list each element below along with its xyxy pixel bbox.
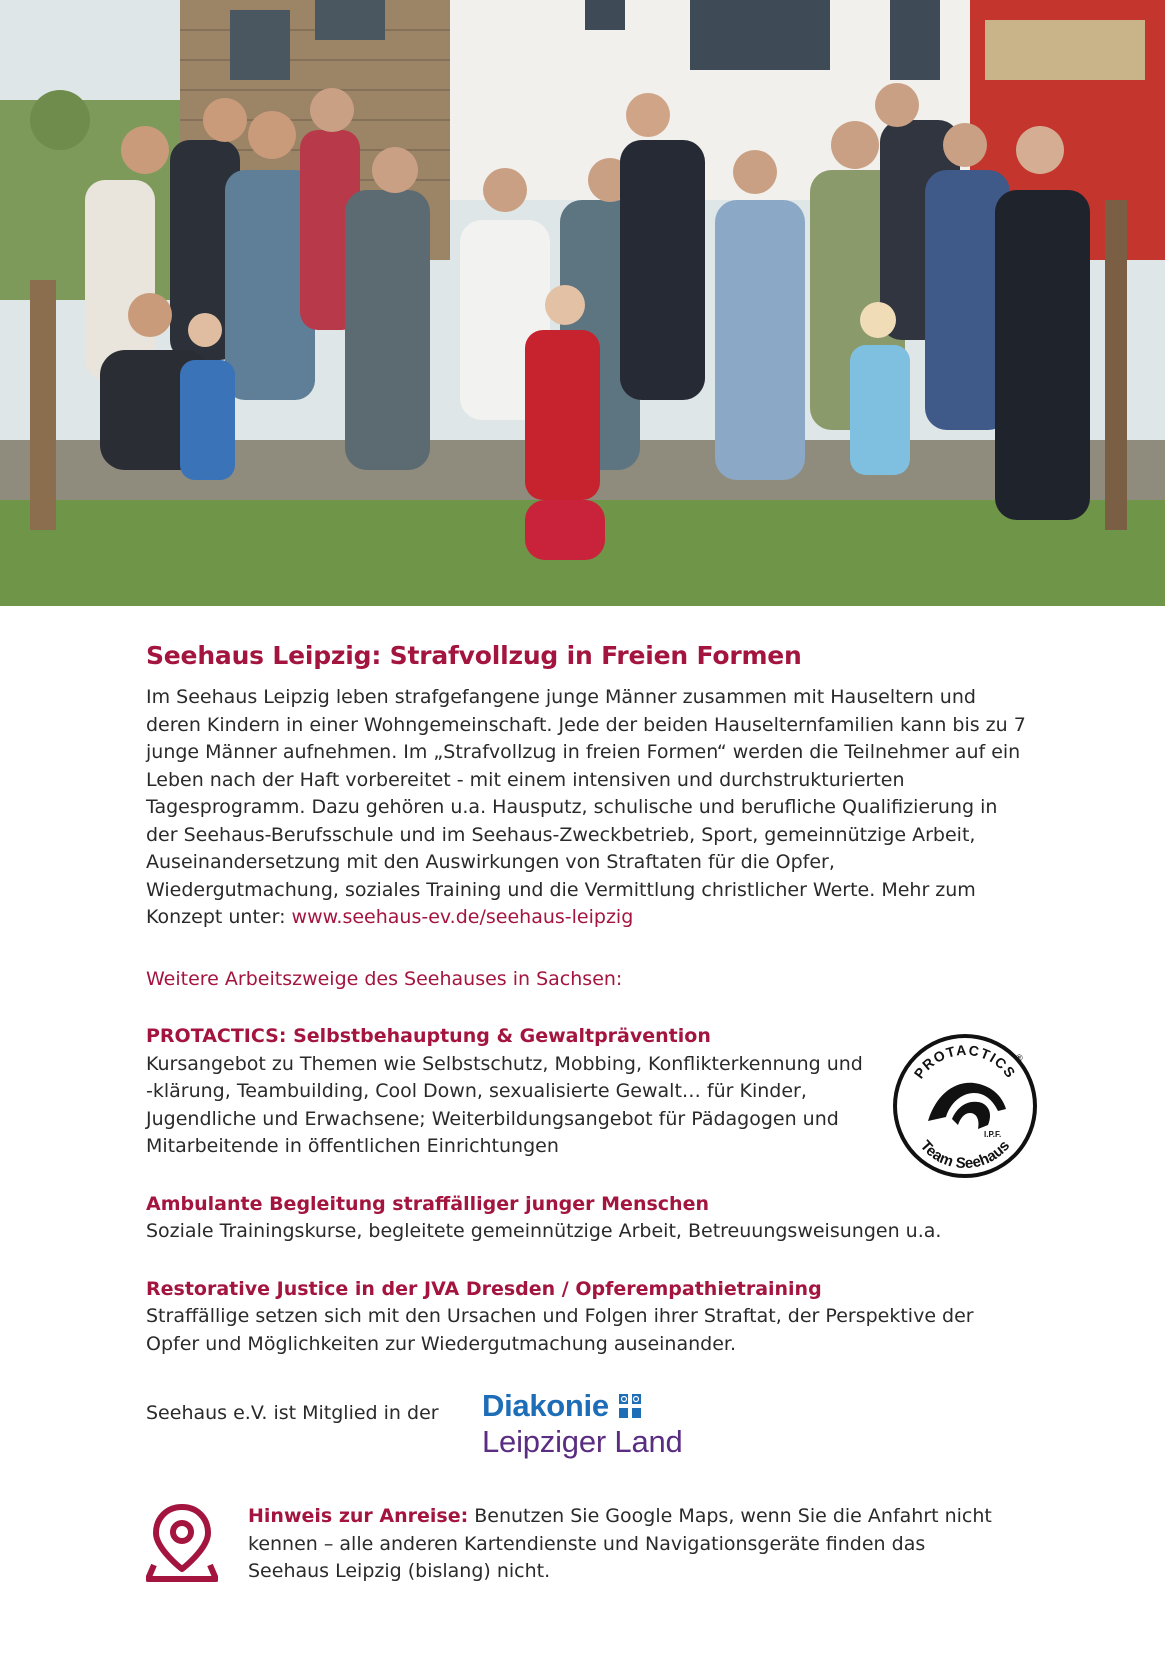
logo-mid-text: I.P.F.	[984, 1130, 1002, 1139]
group-photo	[0, 0, 1165, 606]
hint-body: Benutzen Sie Google Maps, wenn Sie die Anfahrt nicht kennen – alle anderen Kartendienste und Navigationsgeräte finden das Seehaus Leipzig (bislang) nicht.	[248, 1505, 992, 1582]
hint-label: Hinweis zur Anreise:	[248, 1505, 469, 1527]
logo-bottom-text: Team Seehaus	[916, 1137, 1014, 1173]
diakonie-name: Diakonie	[482, 1388, 609, 1423]
diakonie-cross-icon	[619, 1394, 641, 1422]
map-pin-icon	[146, 1503, 218, 1583]
logo-registered: ®	[1016, 1053, 1023, 1063]
section-text: Kursangebot zu Themen wie Selbstschutz, Mobbing, Konflikterkennung und -klärung, Teambuilding, Cool Down, sexualisierte Gewalt… für Kinder, Jugendliche und Erwachsene; Weiterbildungsangebot für Pädagogen und Mitarbeitende in öffentlichen Einrichtungen	[146, 1052, 863, 1157]
group-photo-illustration	[0, 0, 1165, 606]
section-title: Restorative Justice in der JVA Dresden / Opferempathietraining	[146, 1277, 822, 1300]
membership-text: Seehaus e.V. ist Mitglied in der	[146, 1402, 439, 1424]
diakonie-region: Leipziger Land	[482, 1424, 683, 1459]
hint-text	[248, 1503, 1008, 1586]
intro-paragraph	[146, 684, 1026, 932]
section-restorative	[146, 1276, 1026, 1359]
section-title: Ambulante Begleitung straffälliger junger Menschen	[146, 1192, 709, 1215]
protactics-logo	[892, 1033, 1038, 1179]
diakonie-logo	[482, 1388, 683, 1460]
concept-link[interactable]: www.seehaus-ev.de/seehaus-leipzig	[291, 906, 634, 928]
section-protactics	[146, 1023, 1026, 1173]
intro-text: Im Seehaus Leipzig leben strafgefangene junge Männer zusammen mit Hauseltern und deren Kindern in einer Wohngemeinschaft. Jede der beiden Hauselternfamilien kann bis zu 7 junge Männer aufnehmen. Im „Strafvollzug in freien Formen“ werden die Teilnehmer auf ein Leben nach der Haft vorbereitet - mit einem intensiven und durchstrukturierten Tagesprogramm. Dazu gehören u.a. Hausputz, schulische und berufliche Qualifizierung in der Seehaus-Berufsschule und im Seehaus-Zweckbetrieb, Sport, gemeinnützige Arbeit, Auseinandersetzung mit den Auswirkungen von Straftaten für die Opfer, Wiedergutmachung, soziales Training und die Vermittlung christlicher Werte. Mehr zum Konzept unter:	[146, 686, 1026, 928]
logo-top-text: PROTACTICS	[910, 1041, 1020, 1082]
branches-subhead: Weitere Arbeitszweige des Seehauses in Sachsen:	[146, 967, 623, 990]
section-ambulant	[146, 1191, 1026, 1246]
travel-hint	[146, 1503, 1026, 1593]
page-title: Seehaus Leipzig: Strafvollzug in Freien Formen	[146, 641, 802, 670]
protactics-seal-icon	[892, 1033, 1038, 1179]
section-text: Straffällige setzen sich mit den Ursachen und Folgen ihrer Straftat, der Perspektive der Opfer und Möglichkeiten zur Wiedergutmachung auseinander.	[146, 1305, 974, 1355]
section-title: PROTACTICS: Selbstbehauptung & Gewaltprävention	[146, 1025, 711, 1047]
membership-row	[146, 1388, 1026, 1466]
main-content	[146, 640, 1026, 1466]
section-text: Soziale Trainingskurse, begleitete gemeinnützige Arbeit, Betreuungsweisungen u.a.	[146, 1220, 942, 1242]
